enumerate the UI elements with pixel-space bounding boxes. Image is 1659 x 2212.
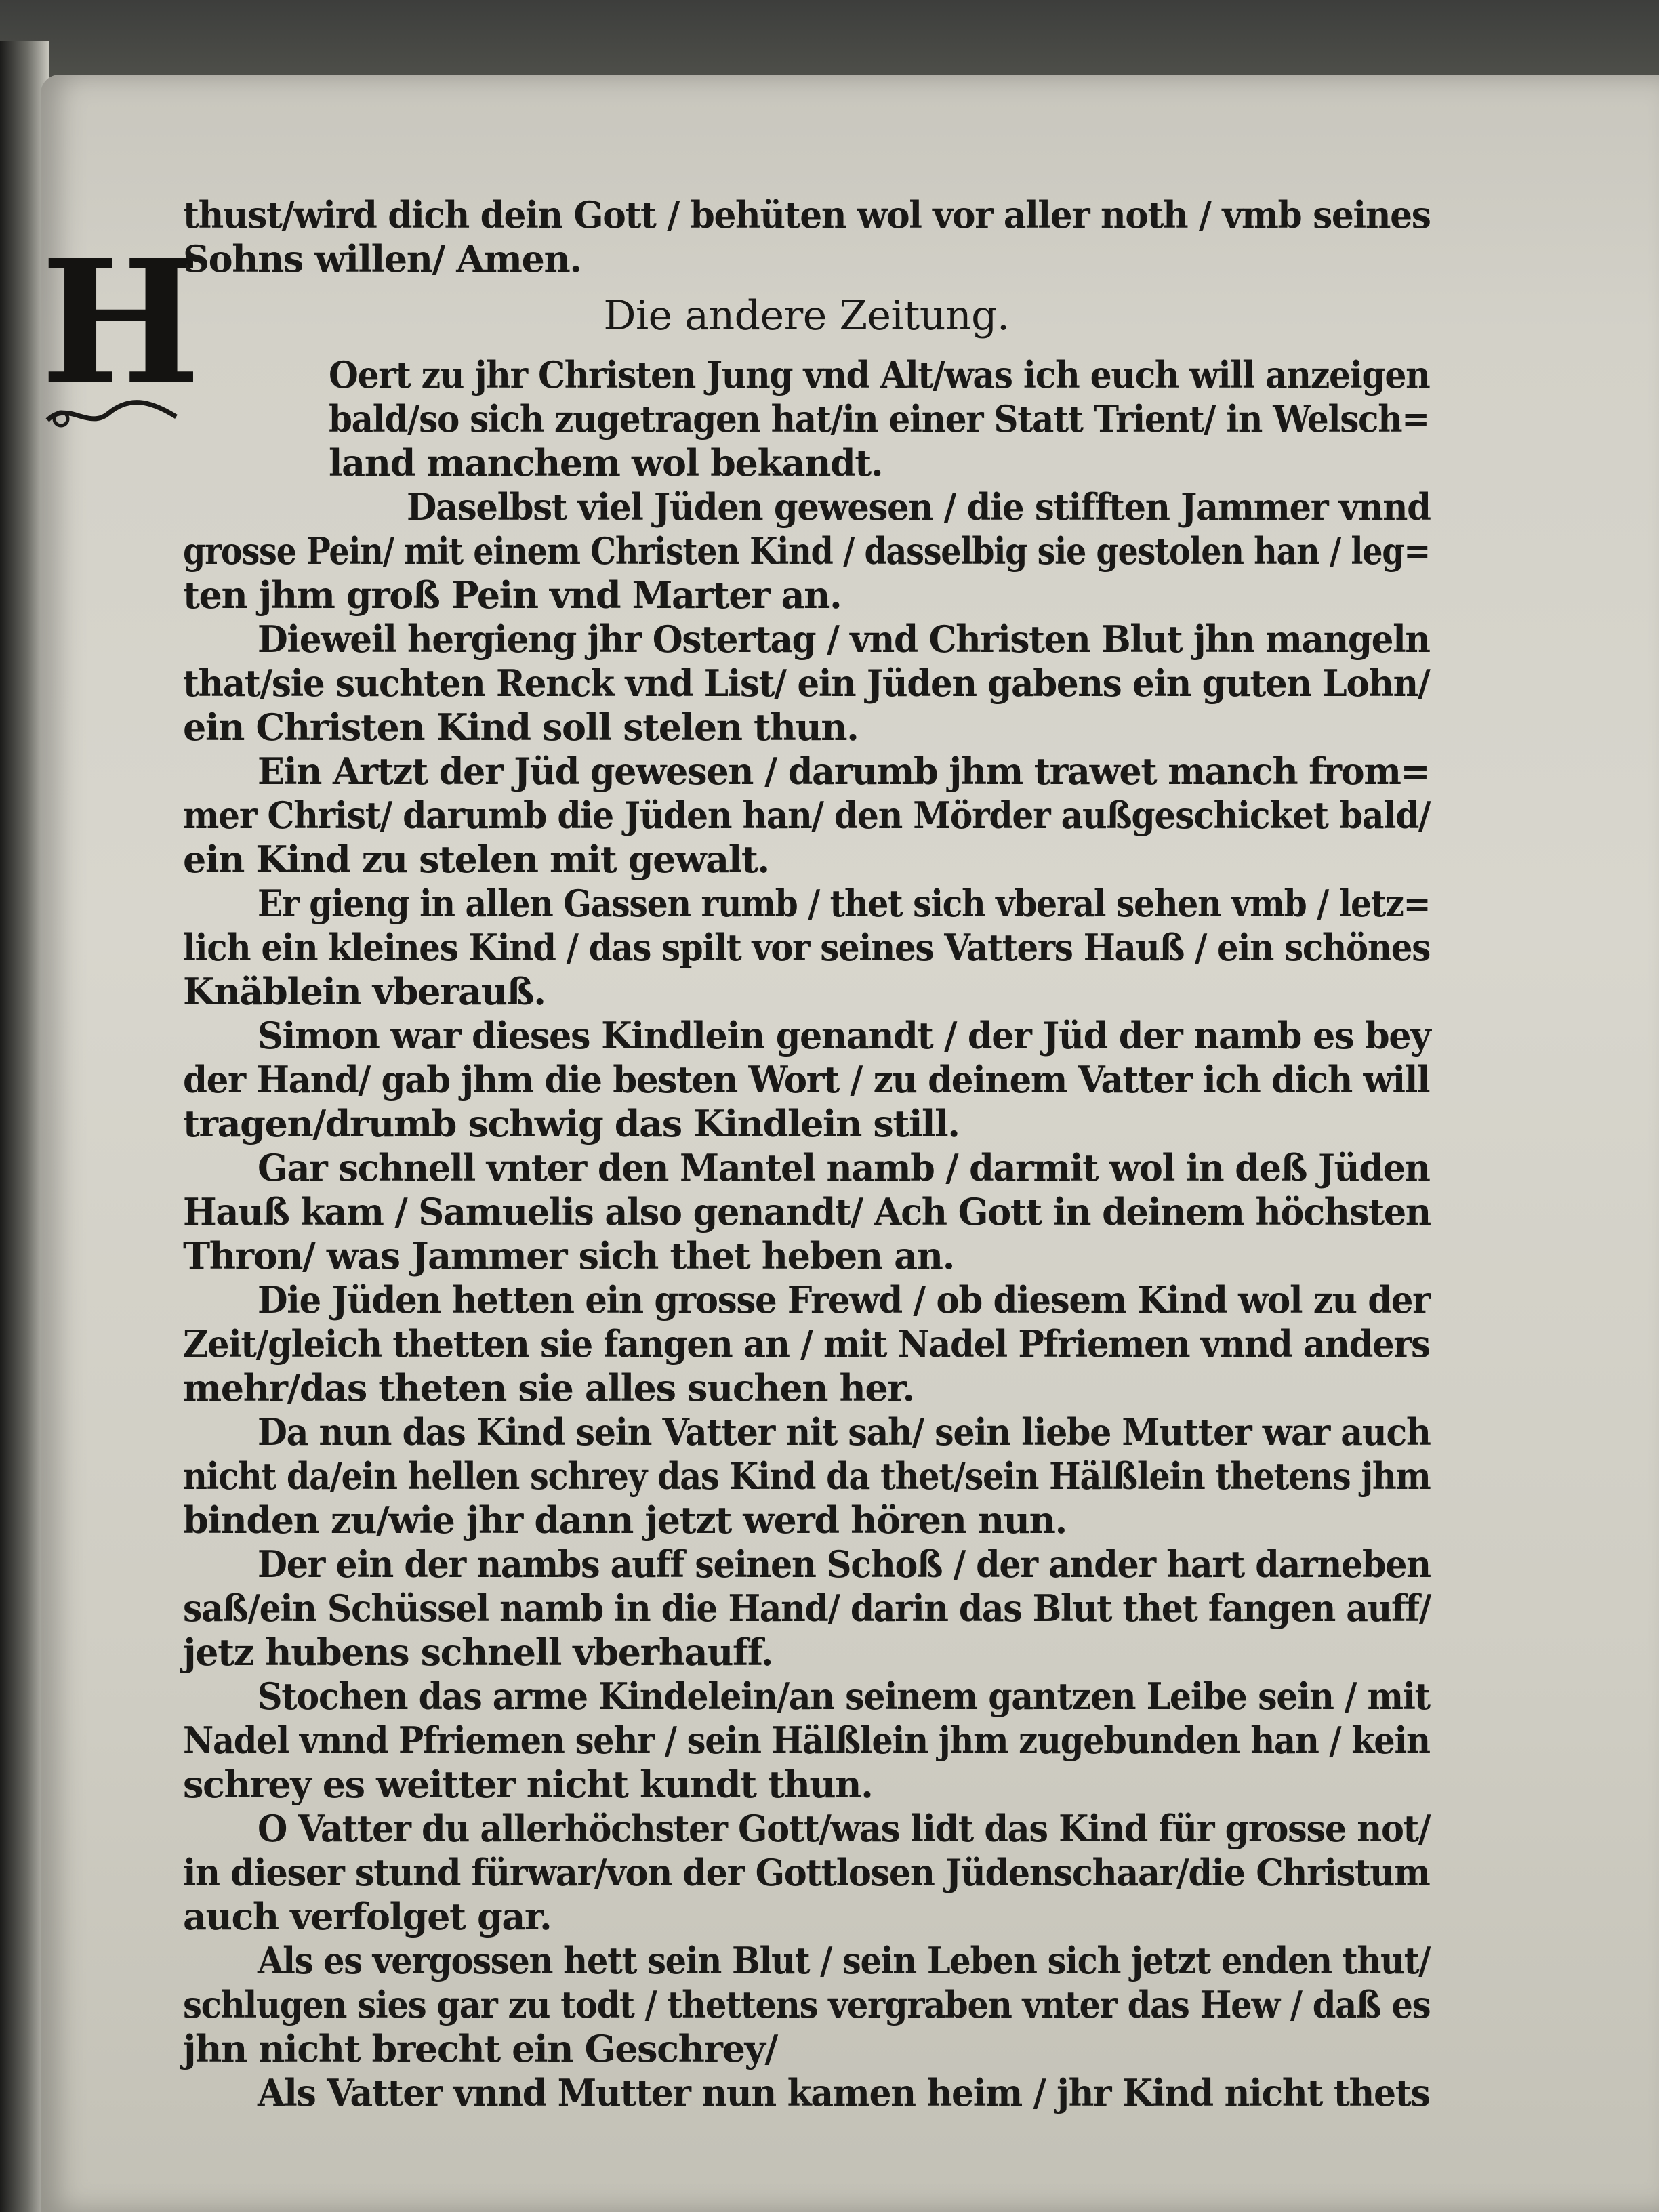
paragraph xyxy=(183,1278,1430,1410)
text-line: binden zu/wie jhr dann jetzt werd hören nun. xyxy=(183,1498,1067,1542)
text-line: schrey es weitter nicht kundt thun. xyxy=(183,1763,873,1806)
paragraph xyxy=(183,1807,1430,1939)
text-line: jhn nicht brecht ein Geschrey/ xyxy=(183,2027,777,2070)
text-line: lich ein kleines Kind / das spilt vor seines Vatters Hauß / ein schönes xyxy=(183,926,1430,969)
paragraph xyxy=(183,750,1430,882)
paragraph xyxy=(183,485,1430,617)
text-line: grosse Pein/ mit einem Christen Kind / dasselbig sie gestolen han / leg= xyxy=(183,529,1431,573)
text-line: schlugen sies gar zu todt / thettens vergraben vnter das Hew / daß es xyxy=(183,1983,1431,2026)
text-line: Die Jüden hetten ein grosse Frewd / ob diesem Kind wol zu der xyxy=(258,1278,1430,1322)
text-line: bald/so sich zugetragen hat/in einer Statt Trient/ in Welsch= xyxy=(329,397,1429,441)
text-line: O Vatter du allerhöchster Gott/was lidt das Kind für grosse not/ xyxy=(258,1807,1431,1850)
text-line: jetz hubens schnell vberhauff. xyxy=(183,1631,773,1674)
text-line: saß/ein Schüssel namb in die Hand/ darin das Blut thet fangen auff/ xyxy=(183,1586,1431,1630)
text-line: Dieweil hergieng jhr Ostertag / vnd Christen Blut jhn mangeln xyxy=(258,617,1430,661)
book-page xyxy=(41,75,1659,2212)
section-heading: Die andere Zeitung. xyxy=(603,292,1010,340)
text-line: ein Kind zu stelen mit gewalt. xyxy=(183,838,769,881)
text-line: Sohns willen/ Amen. xyxy=(183,237,581,281)
text-line: Ein Artzt der Jüd gewesen / darumb jhm trawet manch from= xyxy=(258,750,1430,793)
text-line: der Hand/ gab jhm die besten Wort / zu deinem Vatter ich dich will xyxy=(183,1058,1430,1101)
drop-cap-letter: H xyxy=(41,222,201,422)
paragraph xyxy=(183,617,1430,750)
text-line: auch verfolget gar. xyxy=(183,1895,552,1938)
paragraph xyxy=(183,2071,1430,2115)
paragraph xyxy=(183,1939,1430,2071)
text-line: Als Vatter vnnd Mutter nun kamen heim / jhr Kind nicht thets xyxy=(258,2071,1430,2114)
text-line: Thron/ was Jammer sich thet heben an. xyxy=(183,1234,954,1277)
text-line: thust/wird dich dein Gott / behüten wol vor aller noth / vmb seines xyxy=(183,193,1431,237)
paragraph xyxy=(183,1542,1430,1675)
text-line: Der ein der nambs auff seinen Schoß / der ander hart darneben xyxy=(258,1542,1431,1586)
text-line: mehr/das theten sie alles suchen her. xyxy=(183,1366,914,1410)
text-line: Zeit/gleich thetten sie fangen an / mit Nadel Pfriemen vnnd anders xyxy=(183,1322,1430,1366)
text-line: ein Christen Kind soll stelen thun. xyxy=(183,705,859,749)
text-line: mer Christ/ darumb die Jüden han/ den Mörder außgeschicket bald/ xyxy=(183,794,1431,837)
paragraph xyxy=(183,1146,1430,1278)
text-line: Er gieng in allen Gassen rumb / thet sich vberal sehen vmb / letz= xyxy=(258,882,1431,925)
text-line: Hauß kam / Samuelis also genandt/ Ach Gott in deinem höchsten xyxy=(183,1190,1431,1233)
text-line: land manchem wol bekandt. xyxy=(329,441,883,485)
paragraph xyxy=(183,353,1430,485)
text-line: Daselbst viel Jüden gewesen / die stifften Jammer vnnd xyxy=(407,485,1431,529)
paragraph xyxy=(183,882,1430,1014)
page-text xyxy=(183,193,1430,2115)
paragraph xyxy=(183,1014,1430,1146)
text-line: Simon war dieses Kindlein genandt / der Jüd der namb es bey xyxy=(258,1014,1431,1057)
paragraph xyxy=(183,1410,1430,1542)
text-line: Als es vergossen hett sein Blut / sein Leben sich jetzt enden thut/ xyxy=(258,1939,1431,1982)
text-line: Stochen das arme Kindelein/an seinem gantzen Leibe sein / mit xyxy=(258,1675,1430,1718)
drop-cap-flourish-icon xyxy=(41,393,190,434)
text-line: Da nun das Kind sein Vatter nit sah/ sein liebe Mutter war auch xyxy=(258,1410,1431,1454)
text-line: Gar schnell vnter den Mantel namb / darmit wol in deß Jüden xyxy=(258,1146,1430,1189)
text-line: Knäblein vberauß. xyxy=(183,970,546,1013)
text-line: Nadel vnnd Pfriemen sehr / sein Hälßlein jhm zugebunden han / kein xyxy=(183,1719,1430,1762)
paragraph xyxy=(183,1675,1430,1807)
text-line: ten jhm groß Pein vnd Marter an. xyxy=(183,573,842,617)
text-line: that/sie suchten Renck vnd List/ ein Jüden gabens ein guten Lohn/ xyxy=(183,661,1430,705)
text-line: tragen/drumb schwig das Kindlein still. xyxy=(183,1102,960,1145)
text-line: nicht da/ein hellen schrey das Kind da thet/sein Hälßlein thetens jhm xyxy=(183,1454,1431,1498)
text-line: in dieser stund fürwar/von der Gottlosen Jüdenschaar/die Christum xyxy=(183,1851,1430,1894)
text-line: Oert zu jhr Christen Jung vnd Alt/was ich euch will anzeigen xyxy=(329,353,1430,396)
